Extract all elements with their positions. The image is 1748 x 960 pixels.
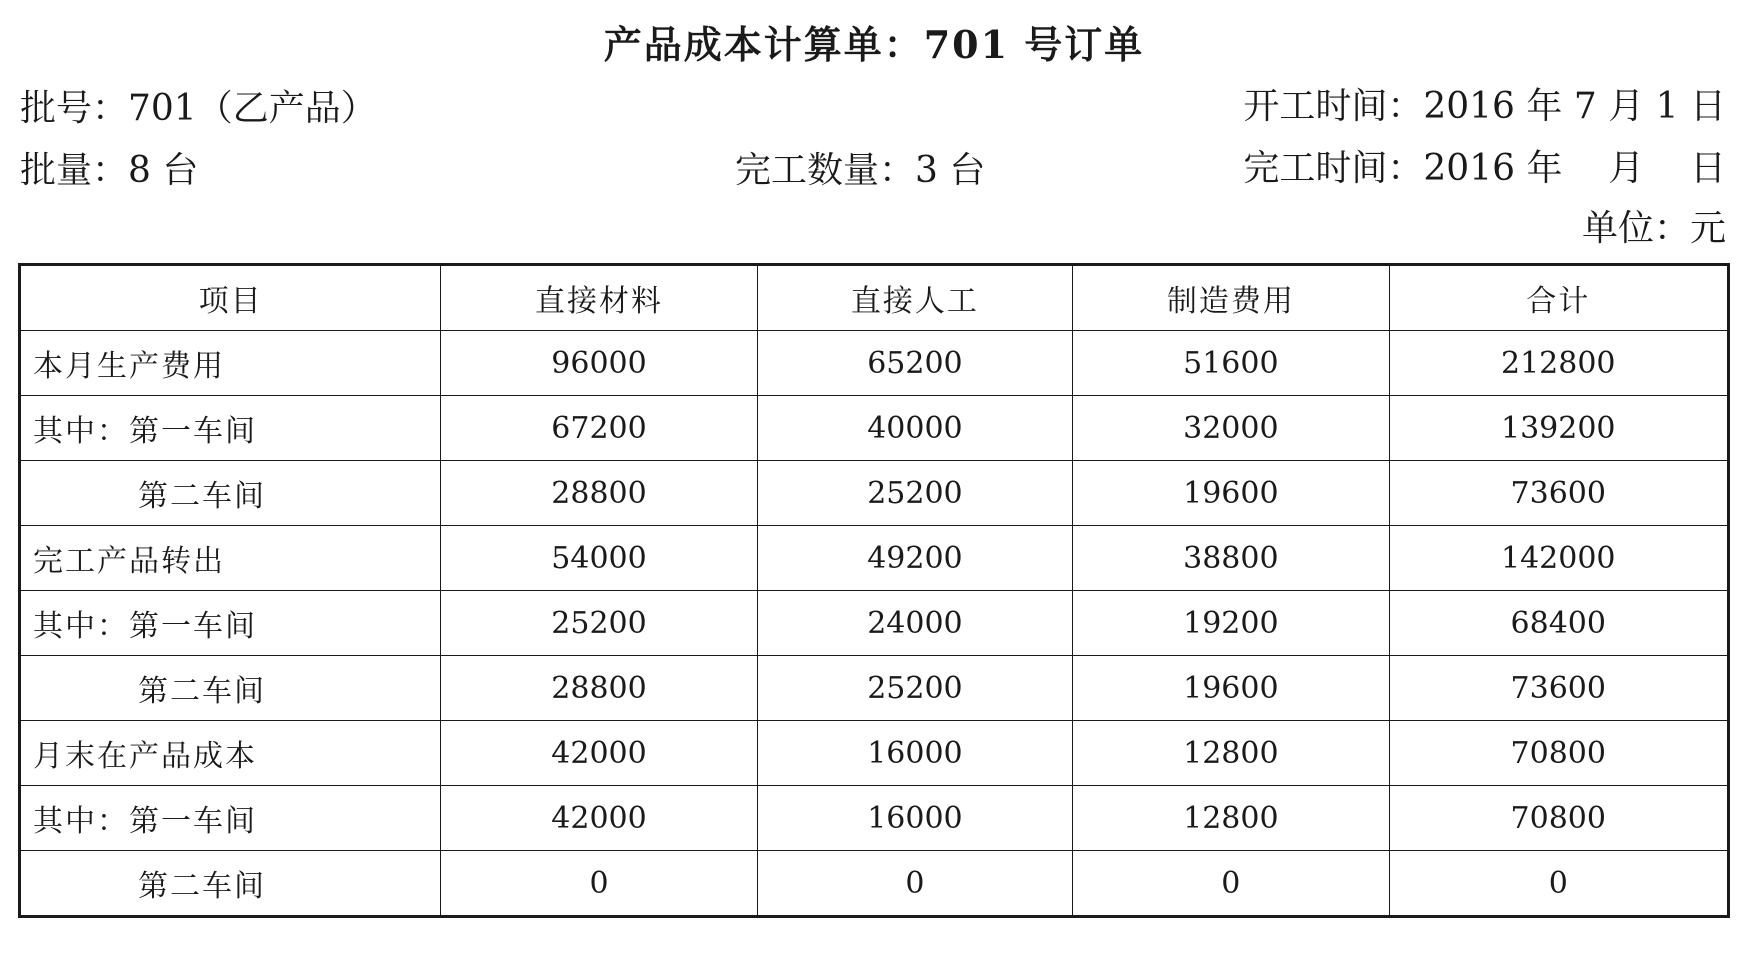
table-cell: 25200 [441,591,757,656]
row-label: 第二车间 [20,851,441,917]
table-row [20,851,1729,917]
table-cell: 12800 [1073,786,1389,851]
row-label: 第二车间 [20,461,441,526]
table-cell: 96000 [441,331,757,396]
table-row [20,396,1729,461]
batch-number: 批号：701（乙产品） [20,88,377,129]
table-cell: 28800 [441,656,757,721]
table-cell: 139200 [1389,396,1728,461]
table-cell: 0 [1389,851,1728,917]
table-cell: 19600 [1073,656,1389,721]
table-cell: 65200 [757,331,1072,396]
table-cell: 0 [1073,851,1389,917]
column-header-item: 项目 [20,265,441,331]
table-cell: 73600 [1389,656,1728,721]
table-cell: 16000 [757,786,1072,851]
table-cell: 42000 [441,721,757,786]
table-cell: 49200 [757,526,1072,591]
start-date: 开工时间：2016 年 7 月 1 日 [1243,86,1726,127]
table-cell: 54000 [441,526,757,591]
table-cell: 12800 [1073,721,1389,786]
table-row [20,656,1729,721]
row-label: 月末在产品成本 [20,721,441,786]
table-cell: 25200 [757,461,1072,526]
table-cell: 0 [441,851,757,917]
table-cell: 16000 [757,721,1072,786]
table-row [20,331,1729,396]
table-body [20,331,1729,917]
table-cell: 212800 [1389,331,1728,396]
cost-calculation-table [18,263,1730,918]
row-label: 完工产品转出 [20,526,441,591]
table-cell: 70800 [1389,721,1728,786]
table-row [20,591,1729,656]
table-row [20,526,1729,591]
table-cell: 38800 [1073,526,1389,591]
completed-quantity: 完工数量：3 台 [735,150,986,191]
row-label: 其中：第一车间 [20,396,441,461]
row-label: 第二车间 [20,656,441,721]
table-cell: 19600 [1073,461,1389,526]
table-cell: 68400 [1389,591,1728,656]
table-row [20,721,1729,786]
column-header-manufacturing-overhead: 制造费用 [1073,265,1389,331]
table-cell: 32000 [1073,396,1389,461]
currency-unit: 单位：元 [1581,208,1726,249]
table-cell: 42000 [441,786,757,851]
table-cell: 19200 [1073,591,1389,656]
table-cell: 24000 [757,591,1072,656]
document-title: 产品成本计算单：701 号订单 [603,22,1145,67]
column-header-total: 合计 [1389,265,1728,331]
row-label: 其中：第一车间 [20,591,441,656]
row-label: 本月生产费用 [20,331,441,396]
table-row [20,786,1729,851]
table-cell: 0 [757,851,1072,917]
table-cell: 25200 [757,656,1072,721]
table-cell: 67200 [441,396,757,461]
row-label: 其中：第一车间 [20,786,441,851]
table-cell: 51600 [1073,331,1389,396]
column-header-direct-materials: 直接材料 [441,265,757,331]
table-cell: 28800 [441,461,757,526]
table-cell: 70800 [1389,786,1728,851]
column-header-direct-labor: 直接人工 [757,265,1072,331]
end-date: 完工时间：2016 年 月 日 [1243,148,1726,189]
table-cell: 40000 [757,396,1072,461]
table-cell: 142000 [1389,526,1728,591]
table-header-row [20,265,1729,331]
table-cell: 73600 [1389,461,1728,526]
table-row [20,461,1729,526]
batch-quantity: 批量：8 台 [20,150,199,191]
